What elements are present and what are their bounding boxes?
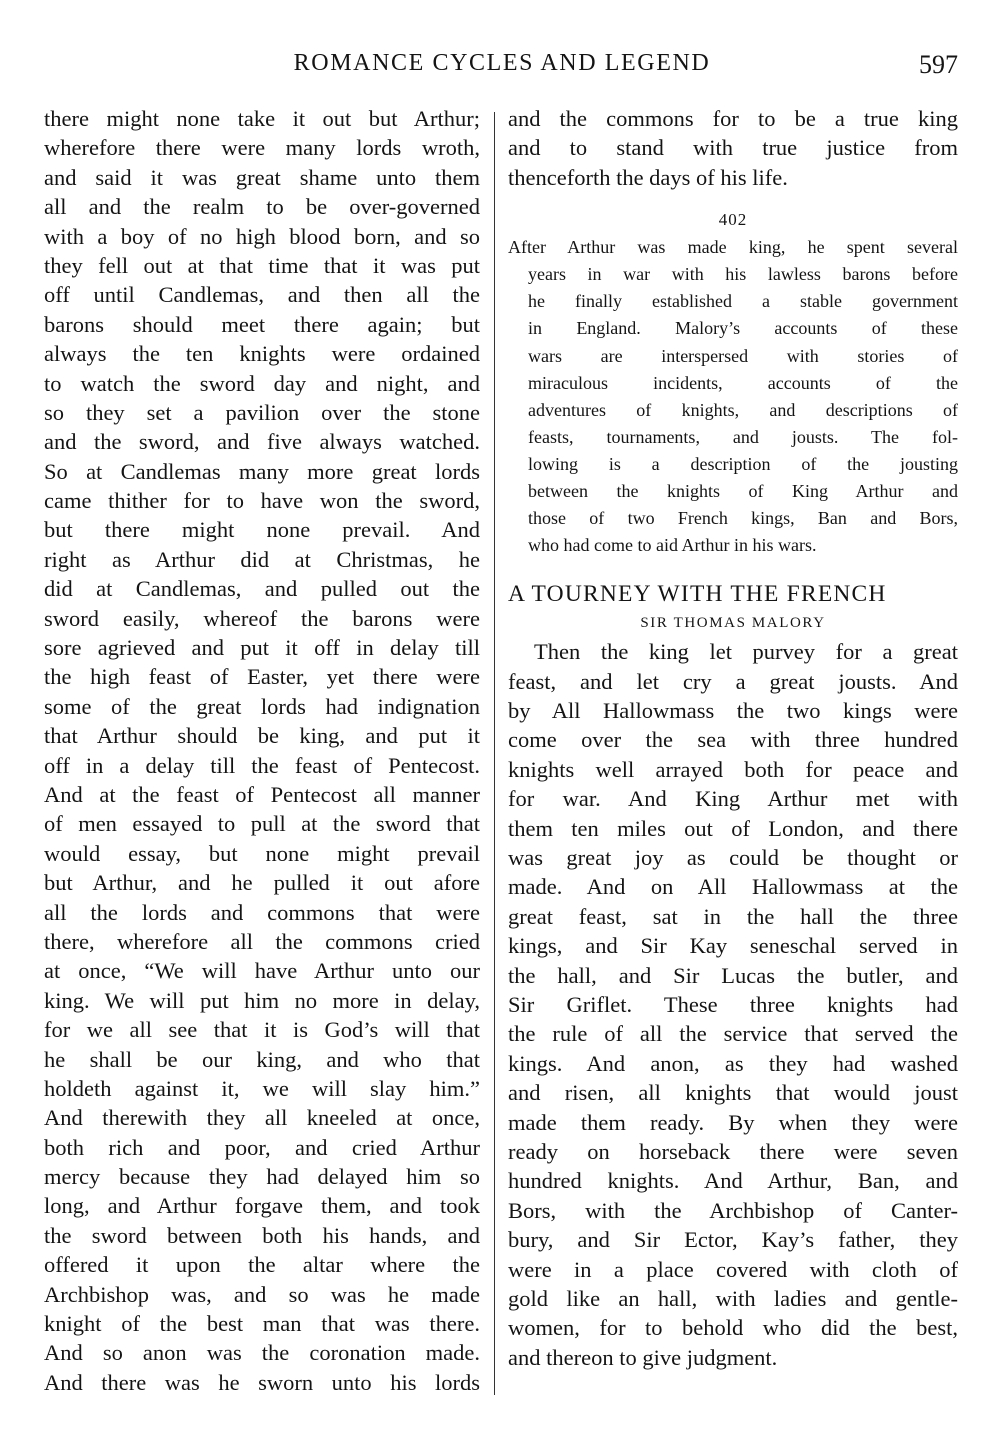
text-line: mercy because they had delayed him so	[44, 1164, 480, 1190]
text-line: ready on horseback there were seven	[508, 1138, 958, 1164]
text-line: all the lords and commons that were	[44, 899, 480, 925]
note-line: adventures of knights, and descriptions of	[528, 399, 958, 420]
page-header	[44, 46, 960, 86]
text-line: kings, and Sir Kay seneschal served in	[508, 933, 958, 959]
text-line: was great joy as could be thought or	[508, 845, 958, 871]
page-number: 597	[919, 50, 958, 79]
column-divider	[494, 112, 495, 1395]
text-line: And so anon was the coronation made.	[44, 1340, 480, 1366]
section-number: 402	[718, 210, 748, 230]
text-line: so they set a pavilion over the stone	[44, 399, 480, 425]
text-line: some of the great lords had indignation	[44, 693, 480, 719]
text-line: And at the feast of Pentecost all manner	[44, 781, 480, 807]
text-line: the hall, and Sir Lucas the butler, and	[508, 962, 958, 988]
text-line: and said it was great shame unto them	[44, 164, 480, 190]
author-name: SIR THOMAS MALORY	[640, 615, 826, 632]
text-line: knights well arrayed both for peace and	[508, 756, 958, 782]
note-line: those of two French kings, Ban and Bors,	[528, 508, 958, 529]
text-line: sword easily, whereof the barons were	[44, 605, 480, 631]
text-line: came thither for to have won the sword,	[44, 488, 480, 514]
section-body-text	[508, 637, 958, 1372]
text-line: holdeth against it, we will slay him.”	[44, 1075, 480, 1101]
text-line: made. And on All Hallowmass at the	[508, 874, 958, 900]
text-line: So at Candlemas many more great lords	[44, 458, 480, 484]
text-line: for we all see that it is God’s will that	[44, 1017, 480, 1043]
note-line: lowing is a description of the jousting	[528, 453, 958, 474]
text-line: feast, and let cry a great jousts. And	[508, 668, 958, 694]
text-line: for war. And King Arthur met with	[508, 786, 958, 812]
note-line: years in war with his lawless barons before	[528, 264, 958, 285]
text-line: did at Candlemas, and pulled out the	[44, 576, 480, 602]
text-line: knight of the best man that was there.	[44, 1311, 480, 1337]
text-line: off in a delay till the feast of Pentecost.	[44, 752, 480, 778]
text-line: offered it upon the altar where the	[44, 1252, 480, 1278]
text-line: And therewith they all kneeled at once,	[44, 1105, 480, 1131]
text-line: made them ready. By when they were	[508, 1109, 958, 1135]
text-line: the sword between both his hands, and	[44, 1222, 480, 1248]
right-column	[508, 104, 958, 1372]
text-line: thenceforth the days of his life.	[508, 164, 788, 190]
text-line: that Arthur should be king, and put it	[44, 723, 480, 749]
text-line: all and the realm to be over-governed	[44, 194, 480, 220]
text-line: off until Candlemas, and then all the	[44, 282, 480, 308]
text-line: were in a place covered with cloth of	[508, 1256, 958, 1282]
left-column-text	[44, 104, 480, 1397]
text-line: and thereon to give judgment.	[508, 1344, 778, 1370]
note-line: he finally established a stable government	[528, 291, 958, 312]
left-column	[44, 104, 480, 1397]
note-line: in England. Malory’s accounts of these	[528, 318, 958, 339]
text-line: he shall be our king, and who that	[44, 1046, 480, 1072]
text-line: women, for to behold who did the best,	[508, 1315, 958, 1341]
text-line: kings. And anon, as they had washed	[508, 1050, 958, 1076]
text-line: long, and Arthur forgave them, and took	[44, 1193, 480, 1219]
text-line: Bors, with the Archbishop of Canter-	[508, 1197, 958, 1223]
text-line: and the sword, and five always watched.	[44, 429, 480, 455]
text-line: Archbishop was, and so was he made	[44, 1281, 480, 1307]
note-line: between the knights of King Arthur and	[528, 481, 958, 502]
text-line: would essay, but none might prevail	[44, 840, 480, 866]
continuation-text	[508, 104, 958, 192]
running-head: ROMANCE CYCLES AND LEGEND	[293, 50, 711, 76]
text-line: but there might none prevail. And	[44, 517, 480, 543]
text-line: with a boy of no high blood born, and so	[44, 223, 480, 249]
text-line: king. We will put him no more in delay,	[44, 987, 480, 1013]
text-line: great feast, sat in the hall the three	[508, 903, 958, 929]
text-line: they fell out at that time that it was put	[44, 252, 480, 278]
text-line: hundred knights. And Arthur, Ban, and	[508, 1168, 958, 1194]
note-line: feasts, tournaments, and jousts. The fol-	[528, 426, 958, 447]
note-line: who had come to aid Arthur in his wars.	[528, 535, 817, 556]
introductory-note	[508, 234, 958, 559]
text-line: there might none take it out but Arthur;	[44, 106, 480, 131]
text-line: gold like an hall, with ladies and gentle-	[508, 1285, 958, 1311]
text-line: them ten miles out of London, and there	[508, 815, 958, 841]
text-line: Sir Griflet. These three knights had	[508, 991, 958, 1017]
text-line: wherefore there were many lords wroth,	[44, 135, 480, 161]
text-line: Then the king let purvey for a great	[534, 639, 958, 665]
note-line: After Arthur was made king, he spent several	[508, 237, 958, 258]
text-line: sore agrieved and put it off in delay till	[44, 635, 480, 661]
text-line: of men essayed to pull at the sword that	[44, 811, 480, 837]
text-line: the high feast of Easter, yet there were	[44, 664, 480, 690]
text-line: And there was he sworn unto his lords	[44, 1369, 480, 1395]
text-line: and the commons for to be a true king	[508, 106, 958, 131]
text-line: and to stand with true justice from	[508, 135, 958, 161]
text-line: always the ten knights were ordained	[44, 341, 480, 367]
text-line: at once, “We will have Arthur unto our	[44, 958, 480, 984]
text-line: bury, and Sir Ector, Kay’s father, they	[508, 1227, 958, 1253]
section-title: A TOURNEY WITH THE FRENCH	[508, 581, 887, 608]
text-line: both rich and poor, and cried Arthur	[44, 1134, 480, 1160]
text-line: but Arthur, and he pulled it out afore	[44, 870, 480, 896]
text-line: by All Hallowmass the two kings were	[508, 698, 958, 724]
text-line: and risen, all knights that would joust	[508, 1080, 958, 1106]
text-line: come over the sea with three hundred	[508, 727, 958, 753]
text-line: barons should meet there again; but	[44, 311, 480, 337]
text-line: the rule of all the service that served the	[508, 1021, 958, 1047]
text-line: there, wherefore all the commons cried	[44, 928, 480, 954]
note-line: wars are interspersed with stories of	[528, 345, 958, 366]
text-line: to watch the sword day and night, and	[44, 370, 480, 396]
text-line: right as Arthur did at Christmas, he	[44, 546, 480, 572]
note-line: miraculous incidents, accounts of the	[528, 372, 958, 393]
